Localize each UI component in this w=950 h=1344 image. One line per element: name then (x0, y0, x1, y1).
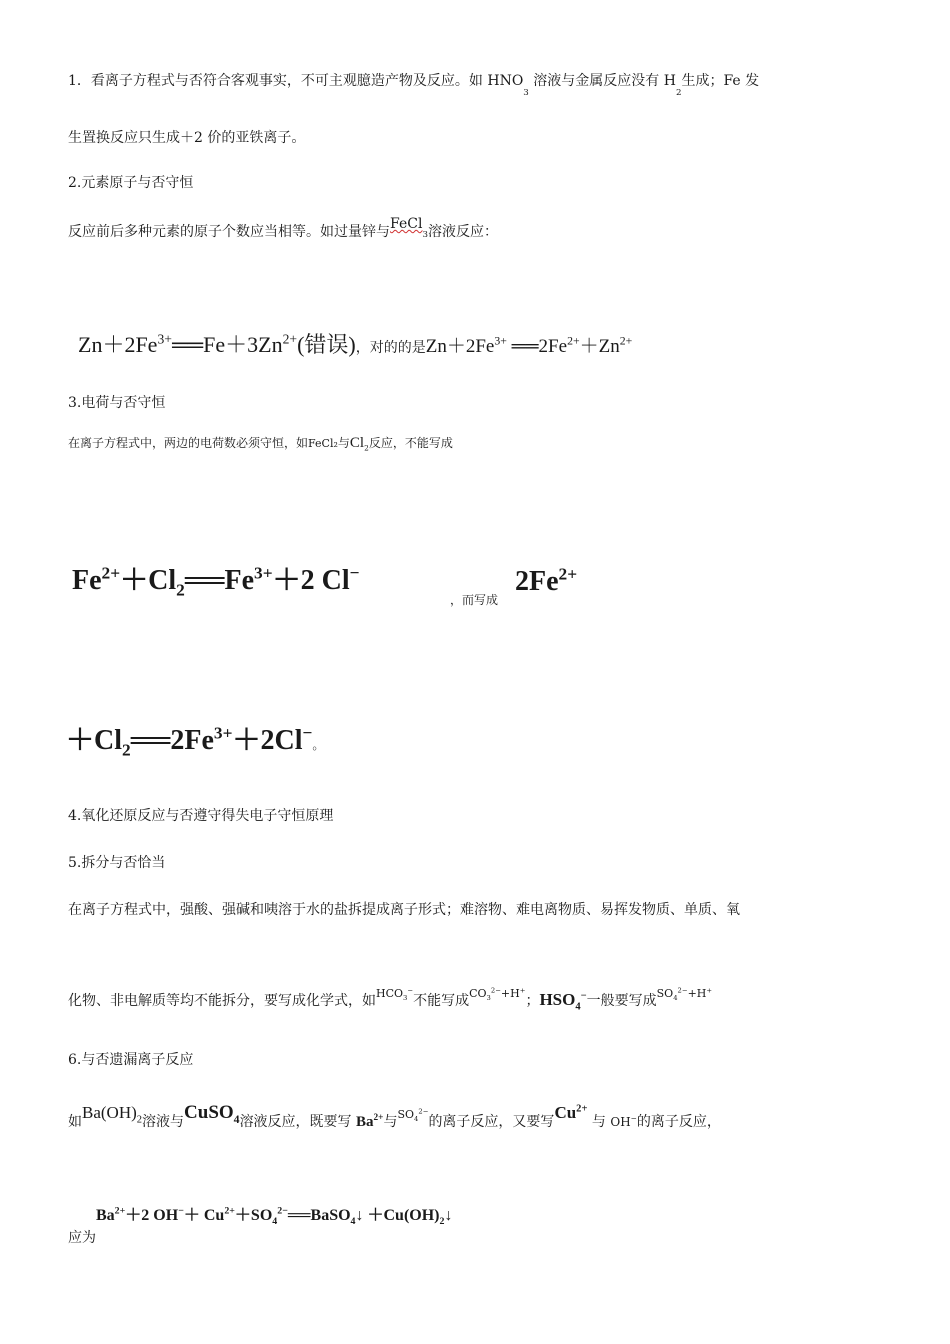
text: 反应前后多种元素的原子个数应当相等。如过量锌与 (68, 224, 390, 240)
text: 溶液与 (142, 1114, 185, 1130)
subscript: 3 (486, 994, 491, 1003)
eq-part: CO (469, 987, 487, 1000)
eq-part: ══2Fe (506, 336, 568, 357)
text: 不能写成 (413, 993, 470, 1009)
superscript: 2− (277, 1205, 288, 1217)
equation-wrong (78, 332, 356, 357)
text: 反应，不能写成 (368, 436, 453, 450)
formula-hso4 (539, 990, 587, 1013)
superscript: 2+ (576, 1103, 588, 1115)
superscript: 2+ (373, 1113, 384, 1123)
superscript: 3+ (157, 331, 172, 347)
text: 如 (68, 1114, 82, 1130)
subscript: 4 (350, 1216, 356, 1228)
formula-so4-h (656, 986, 713, 1003)
eq-part: ＋ Cu (183, 1207, 225, 1224)
subscript: 4 (575, 1001, 581, 1013)
para-5-line-1: 在离子方程式中，强酸、强碱和咦溶于水的盐拆提成离子形式；难溶物、难电离物质、易挥发物质、单质、氧 (68, 902, 740, 918)
superscript: − (407, 986, 414, 995)
superscript: 2+ (558, 564, 578, 584)
eq-part: HSO (539, 990, 576, 1009)
heading-3: 3.电荷与否守恒 (68, 395, 166, 411)
superscript: 2− (418, 1107, 429, 1116)
superscript: + (706, 986, 713, 995)
formula-cuso4 (184, 1102, 240, 1126)
connector-text: ，对的的是 (355, 340, 426, 356)
formula-fecl2: FeCl₂ (308, 437, 338, 450)
formula-ba2 (356, 1114, 383, 1130)
eq-part: Ba (356, 1114, 374, 1130)
formula-baoh2 (82, 1103, 143, 1126)
connector-text-2: ，而写成 (450, 593, 499, 607)
eq-part: ══BaSO (287, 1207, 351, 1224)
equation-2fe-start (515, 566, 577, 598)
eq-part: ＋SO (234, 1207, 273, 1224)
formula-h2: H (663, 73, 676, 89)
formula-oh (610, 1115, 637, 1129)
subscript: 3 (403, 994, 408, 1003)
eq-part: ↓ (444, 1207, 453, 1224)
superscript: − (302, 723, 313, 743)
eq-part: Cu (554, 1103, 577, 1122)
eq-part: ＋2Cl (232, 725, 303, 756)
text: 一般要写成 (586, 993, 657, 1009)
eq-part: +H (500, 987, 520, 1000)
period: 。 (312, 738, 325, 752)
superscript: 2− (490, 986, 501, 995)
subscript: 4 (673, 994, 678, 1003)
equation-correct (426, 336, 633, 357)
superscript: 2+ (114, 1205, 126, 1217)
superscript: 2+ (224, 1205, 235, 1217)
subscript: 2 (176, 580, 185, 600)
eq-part: +H (687, 987, 707, 1000)
subscript: 2 (136, 1114, 143, 1126)
text: 生成；Fe 发 (681, 73, 760, 89)
para-1-line-2: 生置换反应只生成＋2 价的亚铁离子。 (68, 130, 306, 146)
subscript: 3 (523, 87, 529, 98)
superscript: 3+ (494, 334, 507, 348)
formula-co3-h (469, 986, 526, 1003)
text: 化物、非电解质等均不能拆分，要写成化学式，如 (68, 993, 376, 1009)
para-5-line-2 (68, 986, 713, 1013)
formula-cl2: Cl (349, 435, 365, 451)
para-3 (68, 434, 453, 452)
equation-right-charge (66, 718, 324, 758)
error-tag: (错误) (297, 332, 356, 357)
eq-part: ＋Cl (120, 565, 177, 596)
text: 的离子反应，又要写 (428, 1114, 555, 1130)
equation-final (68, 1205, 453, 1246)
subscript: 4 (414, 1115, 419, 1124)
eq-part: Zn＋2Fe (78, 332, 158, 357)
superscript: + (519, 986, 526, 995)
eq-part: ══2Fe (130, 725, 214, 756)
text: 溶液反应，既要写 (239, 1114, 357, 1130)
subscript: 2 (122, 740, 131, 760)
equation-cl2-2fe3 (66, 723, 313, 760)
superscript: − (178, 1205, 184, 1217)
eq-part: ＋2 OH (125, 1207, 179, 1224)
equation-fe2-cl2 (72, 563, 360, 600)
para-2 (68, 216, 498, 241)
eq-part: ＋Cl (66, 725, 123, 756)
eq-part: ══Fe (184, 565, 255, 596)
equation-ba-oh-cu-so4 (96, 1205, 453, 1228)
subscript: 2 (439, 1216, 445, 1228)
equation-wrong-charge (72, 558, 360, 598)
eq-part: ＋2 Cl (272, 565, 350, 596)
superscript: − (580, 990, 587, 1002)
text: 在离子方程式中，两边的电荷数必须守恒，如 (68, 436, 309, 450)
formula-cu2 (554, 1103, 587, 1122)
superscript: − (349, 563, 360, 583)
para-1-line-1 (68, 70, 760, 98)
subscript: 4 (233, 1112, 240, 1126)
eq-part: HCO (376, 987, 404, 1000)
superscript: 2+ (101, 563, 121, 583)
text: 与 (587, 1114, 611, 1130)
formula-hco3 (376, 986, 414, 1003)
eq-part: SO (397, 1108, 415, 1121)
superscript: 2+ (567, 334, 580, 348)
formula-hno3: HNO (487, 73, 524, 89)
eq-part: OH (610, 1115, 631, 1129)
formula-so4 (397, 1107, 429, 1124)
heading-5: 5.拆分与否恰当 (68, 855, 166, 871)
heading-4: 4.氧化还原反应与否遵守得失电子守恒原理 (68, 808, 334, 824)
subscript: 2 (675, 87, 682, 98)
superscript: 2− (677, 986, 688, 995)
text: 应为 (68, 1230, 96, 1246)
subscript: 2 (364, 443, 369, 453)
superscript: 3+ (254, 563, 273, 583)
eq-part: ↓ ＋Cu(OH) (355, 1207, 440, 1224)
text: ； (525, 993, 540, 1009)
heading-2: 2.元素原子与否守恒 (68, 175, 194, 191)
heading-6: 6.与否遗漏离子反应 (68, 1052, 194, 1068)
para-6 (68, 1102, 721, 1132)
superscript: 2+ (619, 334, 633, 348)
equation-zn-fe3 (78, 328, 632, 359)
eq-part: 2Fe (515, 566, 559, 597)
subscript: 3 (422, 229, 428, 240)
eq-part: CuSO (184, 1102, 234, 1123)
text: 与 (383, 1114, 398, 1130)
formula-fecl3: FeCl (390, 216, 423, 232)
text: 1．看离子方程式与否符合客观事实，不可主观臆造产物及反应。如 (68, 73, 488, 89)
eq-part: ＋Zn (579, 336, 620, 357)
subscript: 4 (272, 1216, 278, 1228)
eq-part: Fe (72, 565, 102, 596)
eq-part: SO (656, 987, 674, 1000)
eq-part: Ba(OH) (82, 1103, 137, 1122)
superscript: 3+ (213, 723, 233, 743)
text: 溶液与金属反应没有 (528, 73, 664, 89)
text: 的离子反应， (636, 1114, 721, 1130)
eq-part: Ba (96, 1207, 115, 1224)
text: 与 (337, 436, 350, 450)
eq-part: ══Fe＋3Zn (171, 332, 283, 357)
superscript: − (630, 1114, 637, 1123)
superscript: 2+ (282, 331, 298, 347)
eq-part: Zn＋2Fe (425, 336, 495, 357)
text: 溶液反应： (427, 224, 498, 240)
